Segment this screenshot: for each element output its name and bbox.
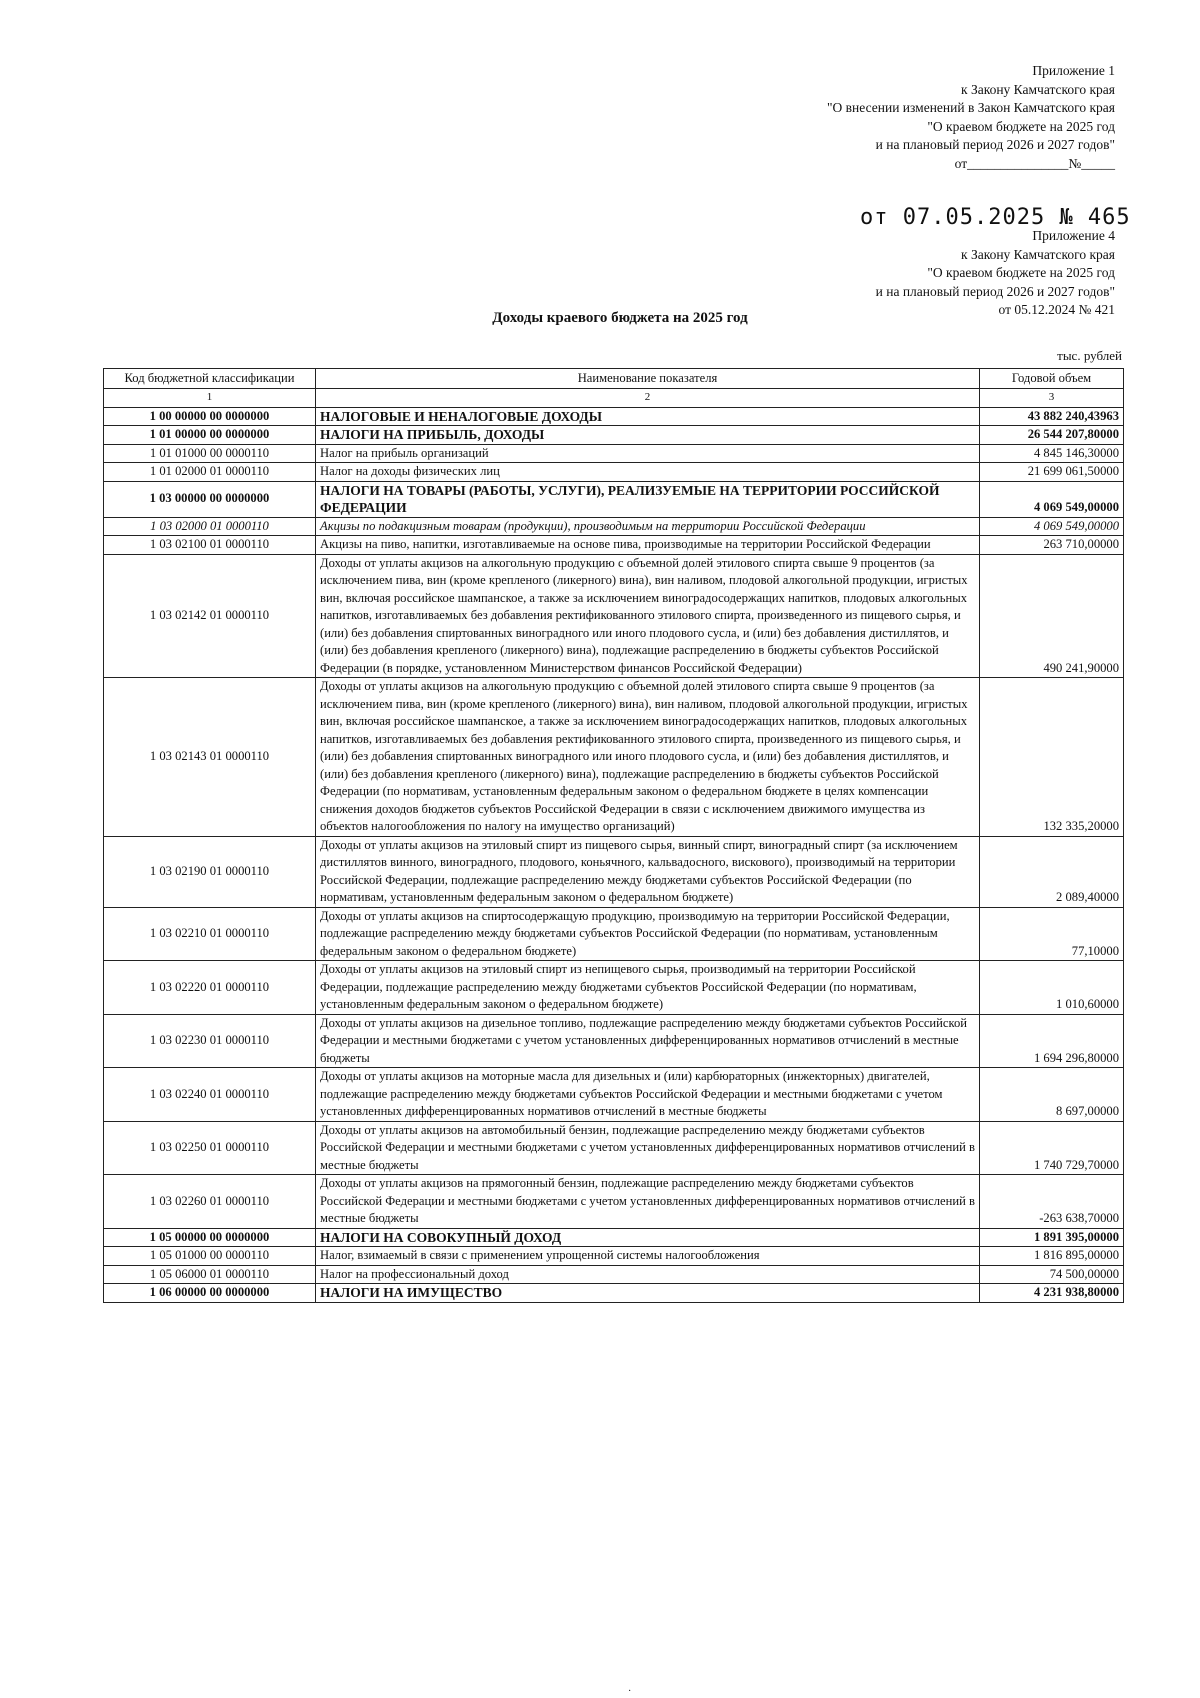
budget-code: 1 03 02100 01 0000110 xyxy=(104,536,316,555)
header-line: Приложение 1 xyxy=(1032,63,1115,78)
annual-amount: 4 069 549,00000 xyxy=(980,517,1124,536)
header2-line: и на плановый период 2026 и 2027 годов" xyxy=(875,283,1115,299)
table-row xyxy=(104,1265,1124,1284)
annual-amount: 77,10000 xyxy=(980,907,1124,961)
indicator-name: Налог на профессиональный доход xyxy=(316,1265,980,1284)
header-value: Годовой объем xyxy=(980,369,1124,389)
annual-amount: 1 816 895,00000 xyxy=(980,1247,1124,1266)
budget-code: 1 03 02210 01 0000110 xyxy=(104,907,316,961)
budget-code: 1 05 00000 00 0000000 xyxy=(104,1228,316,1247)
document-title: Доходы краевого бюджета на 2025 год xyxy=(492,310,748,326)
annual-amount: 43 882 240,43963 xyxy=(980,407,1124,426)
income-table xyxy=(103,368,1124,1303)
indicator-name: НАЛОГИ НА СОВОКУПНЫЙ ДОХОД xyxy=(316,1228,980,1247)
indicator-name: Доходы от уплаты акцизов на прямогонный бензин, подлежащие распределению между бюджетами субъектов Российской Федерации и местными бюджетами с учетом установленных дифференцированных нормативов отчислений в местные бюджеты xyxy=(316,1175,980,1229)
annual-amount: 2 089,40000 xyxy=(980,836,1124,907)
col-number: 3 xyxy=(980,389,1124,408)
indicator-name: Доходы от уплаты акцизов на алкогольную продукцию с объемной долей этилового спирта свыше 9 процентов (за исключением пива, вин (кроме крепленого (ликерного) вина), вин наливом, плодовой алкогольной продукции, игристых вин, включая российское шампанское, а также за исключением виноградосодержащих напитков, плодовых алкогольных напитков, изготавливаемых без добавления ректификованного этилового спирта, произведенного из пищевого сырья, и (или) без добавления спиртованных виноградного или иного плодового сусла, и (или) без добавления дистиллятов, и (или) без добавления крепленого (ликерного) вина), подлежащие распределению в бюджеты субъектов Российской Федерации (в порядке, установленном Министерством финансов Российской Федерации) xyxy=(316,554,980,678)
registration-stamp: от 07.05.2025 № 465 xyxy=(860,205,1131,230)
annual-amount: 21 699 061,50000 xyxy=(980,463,1124,482)
indicator-name: НАЛОГИ НА ПРИБЫЛЬ, ДОХОДЫ xyxy=(316,426,980,445)
indicator-name: Доходы от уплаты акцизов на спиртосодержащую продукцию, производимую на территории Российской Федерации, подлежащие распределению между бюджетами субъектов Российской Федерации (по нормативам, установленным федеральным законом о федеральном бюджете) xyxy=(316,907,980,961)
table-row xyxy=(104,407,1124,426)
annual-amount: 1 891 395,00000 xyxy=(980,1228,1124,1247)
indicator-name: Доходы от уплаты акцизов на алкогольную продукцию с объемной долей этилового спирта свыше 9 процентов (за исключением пива, вин (кроме крепленого (ликерного) вина), вин наливом, плодовой алкогольной продукции, игристых вин, включая российское шампанское, а также за исключением виноградосодержащих напитков, плодовых алкогольных напитков, изготавливаемых без добавления ректификованного этилового спирта, произведенного из пищевого сырья, и (или) без добавления спиртованных виноградного или иного плодового сусла, и (или) без добавления дистиллятов, и (или) без добавления крепленого (ликерного) вина), подлежащие распределению в бюджеты субъектов Российской Федерации (по нормативам, установленным федеральным законом о федеральном бюджете в целях компенсации снижения доходов бюджетов субъектов Российской Федерации в связи с исключением движимого имущества из объектов налогообложения по налогу на имущество организаций) xyxy=(316,678,980,837)
budget-code: 1 03 02250 01 0000110 xyxy=(104,1121,316,1175)
annual-amount: -263 638,70000 xyxy=(980,1175,1124,1229)
budget-code: 1 01 01000 00 0000110 xyxy=(104,444,316,463)
table-row xyxy=(104,836,1124,907)
table-row xyxy=(104,1068,1124,1122)
budget-code: 1 05 01000 00 0000110 xyxy=(104,1247,316,1266)
header-line: "О внесении изменений в Закон Камчатского края xyxy=(827,100,1115,115)
budget-code: 1 03 02240 01 0000110 xyxy=(104,1068,316,1122)
table-row xyxy=(104,1175,1124,1229)
annual-amount: 26 544 207,80000 xyxy=(980,426,1124,445)
budget-code: 1 03 02000 01 0000110 xyxy=(104,517,316,536)
budget-code: 1 01 02000 01 0000110 xyxy=(104,463,316,482)
document-header-2 xyxy=(595,227,1115,320)
budget-code: 1 03 02142 01 0000110 xyxy=(104,554,316,678)
budget-code: 1 05 06000 01 0000110 xyxy=(104,1265,316,1284)
annual-amount: 1 694 296,80000 xyxy=(980,1014,1124,1068)
annual-amount: 4 231 938,80000 xyxy=(980,1284,1124,1303)
table-row xyxy=(104,961,1124,1015)
table-row xyxy=(104,1284,1124,1303)
table-row xyxy=(104,1121,1124,1175)
table-header-row xyxy=(104,369,1124,389)
indicator-name: Налог на прибыль организаций xyxy=(316,444,980,463)
table-row xyxy=(104,536,1124,555)
budget-code: 1 06 00000 00 0000000 xyxy=(104,1284,316,1303)
annual-amount: 1 740 729,70000 xyxy=(980,1121,1124,1175)
budget-code: 1 00 00000 00 0000000 xyxy=(104,407,316,426)
annual-amount: 490 241,90000 xyxy=(980,554,1124,678)
budget-code: 1 03 00000 00 0000000 xyxy=(104,481,316,517)
table-row xyxy=(104,517,1124,536)
header-line: к Закону Камчатского края xyxy=(961,81,1115,97)
annual-amount: 132 335,20000 xyxy=(980,678,1124,837)
annual-amount: 1 010,60000 xyxy=(980,961,1124,1015)
table-row xyxy=(104,554,1124,678)
annual-amount: 263 710,00000 xyxy=(980,536,1124,555)
budget-code: 1 03 02190 01 0000110 xyxy=(104,836,316,907)
indicator-name: НАЛОГИ НА ТОВАРЫ (РАБОТЫ, УСЛУГИ), РЕАЛИЗУЕМЫЕ НА ТЕРРИТОРИИ РОССИЙСКОЙ ФЕДЕРАЦИИ xyxy=(316,481,980,517)
budget-code: 1 03 02220 01 0000110 xyxy=(104,961,316,1015)
header-line: от_______________№_____ xyxy=(954,155,1115,171)
header-line: и на плановый период 2026 и 2027 годов" xyxy=(875,137,1115,152)
table-row xyxy=(104,1014,1124,1068)
indicator-name: Акцизы по подакцизным товарам (продукции), производимым на территории Российской Федерации xyxy=(316,517,980,536)
annual-amount: 4 069 549,00000 xyxy=(980,481,1124,517)
table-row xyxy=(104,426,1124,445)
indicator-name: Доходы от уплаты акцизов на этиловый спирт из пищевого сырья, винный спирт, виноградный спирт (за исключением дистиллятов винного, виноградного, плодового, коньячного, кальвадосного, вискового), производимый на территории Российской Федерации, подлежащие распределению между бюджетами субъектов Российской Федерации (по нормативам, установленным федеральным законом о федеральном бюджете) xyxy=(316,836,980,907)
header-name: Наименование показателя xyxy=(316,369,980,389)
header-code: Код бюджетной классификации xyxy=(104,369,316,389)
indicator-name: Доходы от уплаты акцизов на этиловый спирт из непищевого сырья, производимый на территории Российской Федерации, подлежащие распределению между бюджетами субъектов Российской Федерации (по нормативам, установленным федеральным законом о федеральном бюджете) xyxy=(316,961,980,1015)
header2-line: Приложение 4 xyxy=(1032,228,1115,243)
budget-code: 1 03 02230 01 0000110 xyxy=(104,1014,316,1068)
indicator-name: Налог на доходы физических лиц xyxy=(316,463,980,482)
table-row xyxy=(104,1228,1124,1247)
annual-amount: 8 697,00000 xyxy=(980,1068,1124,1122)
table-row xyxy=(104,678,1124,837)
header-line: "О краевом бюджете на 2025 год xyxy=(927,118,1115,134)
budget-code: 1 03 02260 01 0000110 xyxy=(104,1175,316,1229)
header2-line: "О краевом бюджете на 2025 год xyxy=(927,265,1115,280)
indicator-name: НАЛОГОВЫЕ И НЕНАЛОГОВЫЕ ДОХОДЫ xyxy=(316,407,980,426)
annual-amount: 4 845 146,30000 xyxy=(980,444,1124,463)
indicator-name: НАЛОГИ НА ИМУЩЕСТВО xyxy=(316,1284,980,1303)
units-label: тыс. рублей xyxy=(1057,348,1122,363)
col-number: 1 xyxy=(104,389,316,408)
indicator-name: Налог, взимаемый в связи с применением упрощенной системы налогообложения xyxy=(316,1247,980,1266)
col-number: 2 xyxy=(316,389,980,408)
document-header xyxy=(595,62,1115,173)
budget-code: 1 03 02143 01 0000110 xyxy=(104,678,316,837)
page-dot: · xyxy=(628,1686,632,1697)
indicator-name: Доходы от уплаты акцизов на моторные масла для дизельных и (или) карбюраторных (инжекторных) двигателей, подлежащие распределению между бюджетами субъектов Российской Федерации и местными бюджетами с учетом установленных дифференцированных нормативов отчислений в местные бюджеты xyxy=(316,1068,980,1122)
indicator-name: Доходы от уплаты акцизов на автомобильный бензин, подлежащие распределению между бюджетами субъектов Российской Федерации и местными бюджетами с учетом установленных дифференцированных нормативов отчислений в местные бюджеты xyxy=(316,1121,980,1175)
budget-code: 1 01 00000 00 0000000 xyxy=(104,426,316,445)
table-row xyxy=(104,444,1124,463)
indicator-name: Доходы от уплаты акцизов на дизельное топливо, подлежащие распределению между бюджетами субъектов Российской Федерации и местными бюджетами с учетом установленных дифференцированных нормативов отчислений в местные бюджеты xyxy=(316,1014,980,1068)
table-row xyxy=(104,907,1124,961)
column-number-row xyxy=(104,389,1124,408)
indicator-name: Акцизы на пиво, напитки, изготавливаемые на основе пива, производимые на территории Российской Федерации xyxy=(316,536,980,555)
header2-line: от 05.12.2024 № 421 xyxy=(998,302,1115,317)
table-row xyxy=(104,463,1124,482)
annual-amount: 74 500,00000 xyxy=(980,1265,1124,1284)
table-row xyxy=(104,481,1124,517)
table-row xyxy=(104,1247,1124,1266)
header2-line: к Закону Камчатского края xyxy=(961,246,1115,262)
